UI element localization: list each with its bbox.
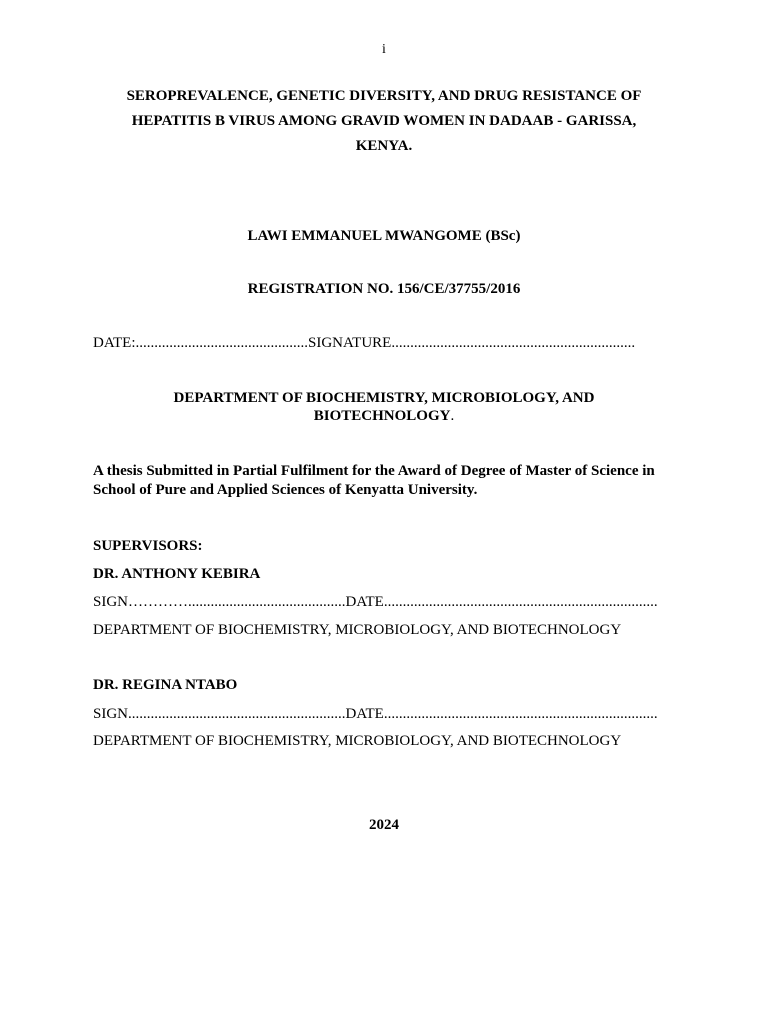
supervisor-2-name: DR. REGINA NTABO [93,677,238,693]
author-name: LAWI EMMANUEL MWANGOME (BSc) [247,228,521,244]
department-line-1: DEPARTMENT OF BIOCHEMISTRY, MICROBIOLOGY, AND [173,390,595,406]
page-number: i [382,42,386,57]
year: 2024 [369,817,399,833]
supervisor-1-department: DEPARTMENT OF BIOCHEMISTRY, MICROBIOLOGY, AND BIOTECHNOLOGY [93,622,622,638]
thesis-title-line-2: HEPATITIS B VIRUS AMONG GRAVID WOMEN IN DADAAB - GARISSA, [131,113,637,129]
department-line-2 [0,408,768,425]
supervisor-2-sign-line: SIGN..........................................................DATE......................................................................... [93,706,658,722]
supervisor-2-department: DEPARTMENT OF BIOCHEMISTRY, MICROBIOLOGY, AND BIOTECHNOLOGY [93,733,622,749]
supervisor-1-name: DR. ANTHONY KEBIRA [93,566,261,582]
registration-number: REGISTRATION NO. 156/CE/37755/2016 [247,281,521,297]
thesis-title-line-3: KENYA. [355,138,413,154]
supervisor-1-sign-line: SIGN…………..........................................DATE......................................................................... [93,594,658,610]
supervisors-heading: SUPERVISORS: [93,538,203,554]
thesis-statement-line-1: A thesis Submitted in Partial Fulfilment for the Award of Degree of Master of Science in [93,463,655,479]
department-line-2-text: BIOTECHNOLOGY [313,408,451,424]
thesis-title-line-1: SEROPREVALENCE, GENETIC DIVERSITY, AND DRUG RESISTANCE OF [126,88,642,104]
declaration-signature-line: DATE:..............................................SIGNATURE................................................................. [93,335,636,351]
thesis-statement-line-2: School of Pure and Applied Sciences of Kenyatta University. [93,482,478,498]
department-line-2-period: . [450,408,455,424]
